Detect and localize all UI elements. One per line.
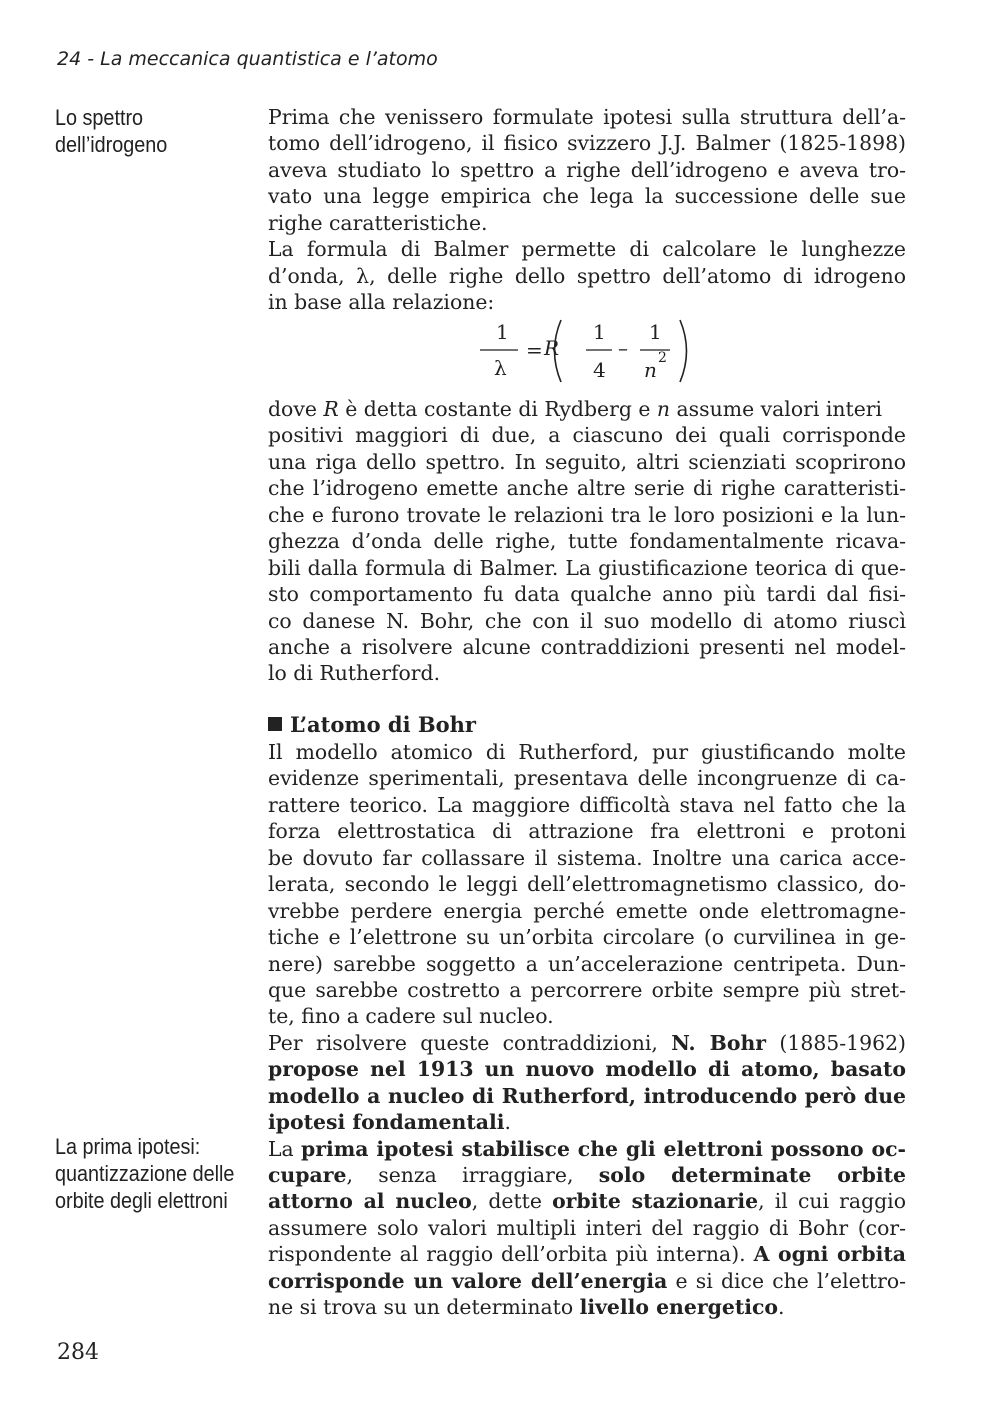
text-line: rispondente al raggio dell’orbita più interna). A ogni orbita <box>268 1242 906 1267</box>
text-line: assumere solo valori multipli interi del raggio di Bohr (cor- <box>268 1215 906 1240</box>
page-number: 284 <box>57 1340 99 1365</box>
text-line: ipotesi fondamentali. <box>268 1110 511 1135</box>
text-line: La prima ipotesi stabilisce che gli elettroni possono oc- <box>268 1136 906 1161</box>
text-line: che l’idrogeno emette anche altre serie di righe caratteristi- <box>268 476 906 501</box>
text-line: tiche e l’elettrone su un’orbita circolare (o curvilinea in ge- <box>268 925 906 950</box>
text-line: una riga dello spettro. In seguito, altri scienziati scoprirono <box>268 449 906 474</box>
text-line: dove R è detta costante di Rydberg e n assume valori interi <box>268 397 883 421</box>
formula-num1: 1 <box>593 320 606 344</box>
square-bullet-icon <box>268 717 282 731</box>
formula-numerator: 1 <box>496 320 509 344</box>
text-line: cupare, senza irraggiare, solo determinate orbite <box>268 1163 906 1187</box>
text-line: ne si trova su un determinato livello energetico. <box>268 1295 785 1320</box>
text-line: bili dalla formula di Balmer. La giustificazione teorica di que- <box>268 555 906 580</box>
formula-num2: 1 <box>649 320 662 344</box>
text-line: che e furono trovate le relazioni tra le loro posizioni e la lun- <box>268 502 906 527</box>
text-line: ghezza d’onda delle righe, tutte fondamentalmente ricava- <box>268 529 906 554</box>
formula-den1: 4 <box>593 358 606 382</box>
formula-n: n <box>644 358 657 382</box>
text-line: be dovuto far collassare il sistema. Inoltre una carica acce- <box>268 845 906 870</box>
text-line: anche a risolvere alcune contraddizioni presenti nel model- <box>268 634 906 659</box>
text-line: positivi maggiori di due, a ciascuno dei quali corrisponde <box>268 423 906 448</box>
sidenote-line: dell’idrogeno <box>55 132 168 157</box>
formula-minus: – <box>618 336 628 360</box>
running-head: 24 - La meccanica quantistica e l’atomo <box>57 48 438 70</box>
text-line: lo di Rutherford. <box>268 661 441 686</box>
formula-lambda: λ <box>494 356 507 380</box>
text-line: te, fino a cadere sul nucleo. <box>268 1004 554 1029</box>
sidenote-line: orbite degli elettroni <box>55 1188 228 1213</box>
text-line: righe caratteristiche. <box>268 210 488 235</box>
text-line: forza elettrostatica di attrazione fra elettroni e protoni <box>268 819 906 844</box>
text-line: lerata, secondo le leggi dell’elettromagnetismo classico, do- <box>268 872 906 897</box>
sidenote-line: Lo spettro <box>55 105 144 130</box>
sidenote-spectrum <box>55 104 167 158</box>
text-line: modello a nucleo di Rutherford, introducendo però due <box>268 1083 906 1108</box>
sidenote-line: quantizzazione delle <box>55 1161 235 1186</box>
formula-r: R <box>544 336 560 360</box>
text-line: co danese N. Bohr, che con il suo modello di atomo riuscì <box>268 608 906 633</box>
formula-equals: = <box>526 338 543 362</box>
sidenote-line: La prima ipotesi: <box>55 1134 201 1159</box>
formula-exponent: 2 <box>658 350 667 366</box>
balmer-formula <box>478 316 718 386</box>
paragraph-rydberg <box>268 396 906 687</box>
right-parenthesis <box>680 320 687 382</box>
text-line: Prima che venissero formulate ipotesi sulla struttura dell’a- <box>268 105 906 129</box>
text-line: sto comportamento fu data qualche anno più tardi dal fisi- <box>268 582 906 607</box>
text-line: corrisponde un valore dell’energia e si dice che l’elettro- <box>268 1268 906 1293</box>
text-line: propose nel 1913 un nuovo modello di atomo, basato <box>268 1057 906 1082</box>
sidenote-first-hypothesis <box>55 1133 234 1214</box>
text-line: Il modello atomico di Rutherford, pur giustificando molte <box>268 740 906 764</box>
text-line: rattere teorico. La maggiore difficoltà stava nel fatto che la <box>268 792 906 817</box>
text-line: tomo dell’idrogeno, il fisico svizzero J.J. Balmer (1825-1898) <box>268 131 906 156</box>
text-line: in base alla relazione: <box>268 290 495 315</box>
text-line: La formula di Balmer permette di calcolare le lunghezze <box>268 237 906 262</box>
text-line: vato una legge empirica che lega la successione delle sue <box>268 184 906 209</box>
text-line: que sarebbe costretto a percorrere orbite sempre più stret- <box>268 977 906 1002</box>
text-line: Per risolvere queste contraddizioni, N. Bohr (1885-1962) <box>268 1030 906 1055</box>
text-line: evidenze sperimentali, presentava delle incongruenze di ca- <box>268 766 906 791</box>
text-line: d’onda, λ, delle righe dello spettro dell’atomo di idrogeno <box>268 263 906 288</box>
paragraph-balmer <box>268 104 906 316</box>
paragraph-bohr <box>268 739 906 1321</box>
text-line: aveva studiato lo spettro a righe dell’idrogeno e aveva tro- <box>268 157 906 182</box>
text-line: vrebbe perdere energia perché emette onde elettromagne- <box>268 898 906 923</box>
text-line: attorno al nucleo, dette orbite stazionarie, il cui raggio <box>268 1189 906 1214</box>
section-heading: L’atomo di Bohr <box>268 712 476 737</box>
text-line: nere) sarebbe soggetto a un’accelerazione centripeta. Dun- <box>268 951 906 976</box>
